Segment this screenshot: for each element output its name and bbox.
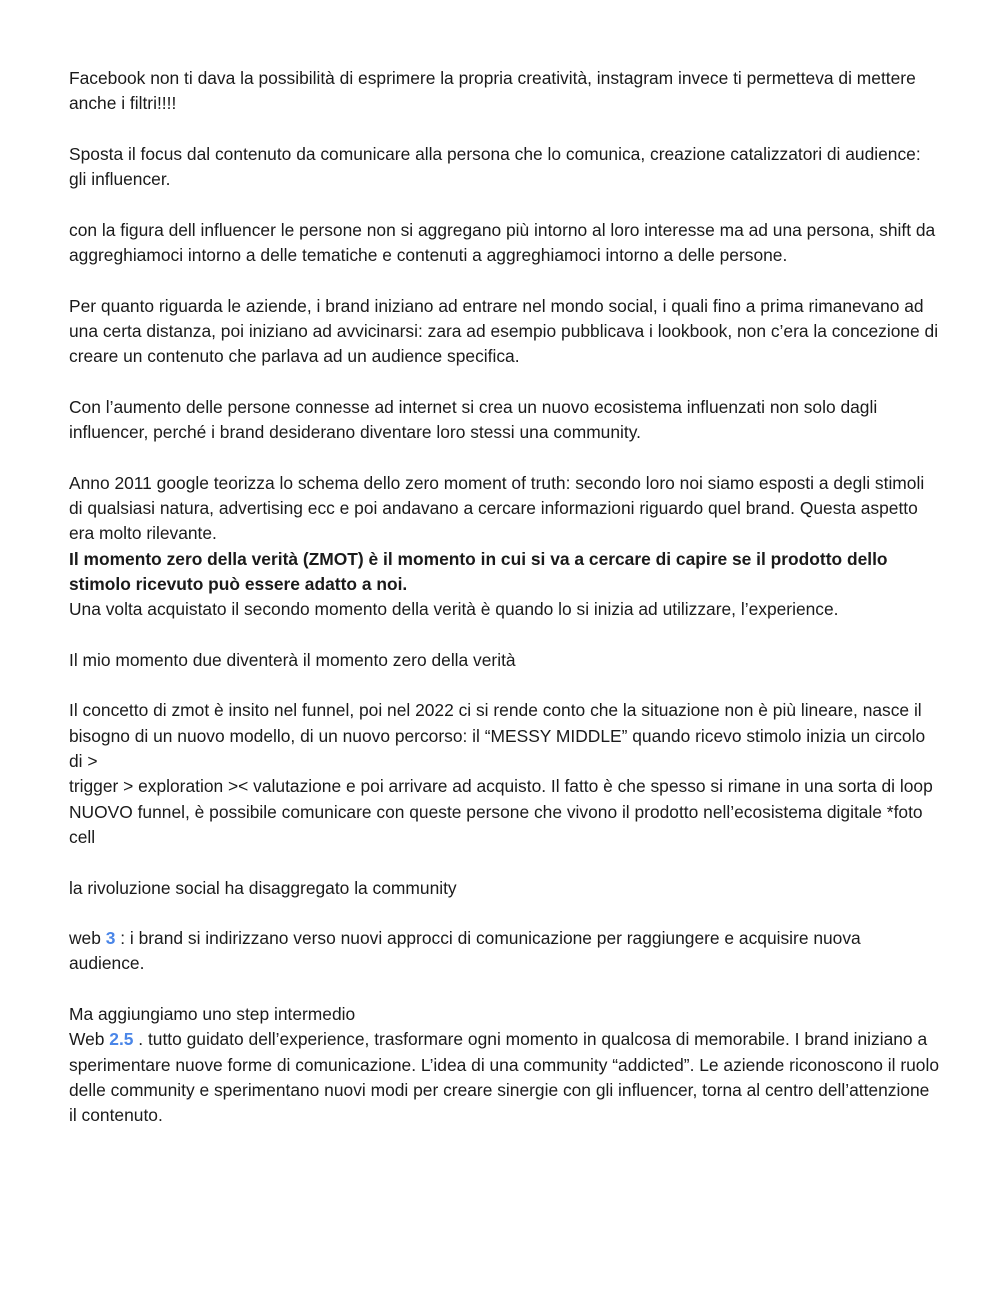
paragraph-gap: [69, 673, 939, 698]
paragraph-gap: [69, 850, 939, 875]
paragraph-facebook-instagram: Facebook non ti dava la possibilità di esprimere la propria creatività, instagram invece ti permetteva di mettere anche i filtri!!!!: [69, 68, 916, 114]
paragraph-gap: [69, 901, 939, 926]
paragraph-intermediate-step: Ma aggiungiamo uno step intermedio: [69, 1003, 356, 1024]
paragraph-gap: [69, 268, 939, 293]
paragraph-brands-social: Per quanto riguarda le aziende, i brand iniziano ad entrare nel mondo social, i quali fino a prima rimanevano ad una certa distanza, poi iniziano ad avvicinarsi: zara ad esempio pubblicava i lookbook, non c’era la concezione di creare un contenuto che parlava ad un audience specifica.: [69, 295, 939, 367]
paragraph-loop: trigger > exploration >< valutazione e poi arrivare ad acquisto. Il fatto è che spesso si rimane in una sorta di loop: [69, 776, 933, 797]
document-body: [69, 66, 939, 1128]
paragraph-web25: [69, 1027, 939, 1128]
paragraph-influencer-focus: Sposta il focus dal contenuto da comunicare alla persona che lo comunica, creazione catalizzatori di audience: gli influencer.: [69, 143, 921, 190]
paragraph-web3: [69, 926, 939, 977]
paragraph-zmot-definition: Il momento zero della verità (ZMOT) è il momento in cui si va a cercare di capire se il prodotto dello stimolo ricevuto può essere adatto a noi.: [69, 548, 888, 594]
web3-version: 3: [105, 928, 116, 949]
paragraph-gap: [69, 445, 939, 470]
web25-version: 2.5: [109, 1029, 134, 1050]
paragraph-gap: [69, 370, 939, 395]
paragraph-messy-middle: Il concetto di zmot è insito nel funnel, poi nel 2022 ci si rende conto che la situazione non è più lineare, nasce il bisogno di un nuovo modello, di un nuovo percorso: il “MESSY MIDDLE” quando ricevo stimolo inizia un circolo di >: [69, 700, 926, 772]
paragraph-gap: [69, 117, 939, 142]
web3-text: : i brand si indirizzano verso nuovi approcci di comunicazione per raggiungere e acquisire nuova audience.: [69, 928, 861, 974]
paragraph-influencer-figure: con la figura dell influencer le persone non si aggregano più intorno al loro interesse ma ad una persona, shift da aggreghiamoci intorno a delle tematiche e contenuti a aggreghiamoci intorno a delle persone.: [69, 219, 936, 266]
paragraph-gap: [69, 623, 939, 648]
web25-text: . tutto guidato dell’experience, trasformare ogni momento in qualcosa di memorabile. I brand iniziano a sperimentare nuove forme di comunicazione. L’idea di una community “addicted”. Le aziende riconoscono il ruolo delle community e sperimentano nuovi modi per creare sinergie con gli influencer, torna al centro dell’attenzione il contenuto.: [69, 1029, 940, 1126]
paragraph-zmot-intro: Anno 2011 google teorizza lo schema dello zero moment of truth: secondo loro noi siamo esposti a degli stimoli di qualsiasi natura, advertising ecc e poi andavano a cercare informazioni riguardo quel brand. Questa aspetto era molto rilevante.: [69, 472, 925, 544]
paragraph-social-revolution: la rivoluzione social ha disaggregato la community: [69, 877, 457, 898]
web3-prefix: web: [69, 928, 106, 949]
paragraph-ecosystem: Con l’aumento delle persone connesse ad internet si crea un nuovo ecosistema influenzati non solo dagli influencer, perché i brand desiderano diventare loro stessi una community.: [69, 396, 878, 443]
paragraph-gap: [69, 977, 939, 1002]
paragraph-second-moment: Una volta acquistato il secondo momento della verità è quando lo si inizia ad utilizzare, l’experience.: [69, 599, 839, 620]
paragraph-gap: [69, 192, 939, 217]
web25-prefix: Web: [69, 1029, 110, 1050]
paragraph-moment-two: Il mio momento due diventerà il momento zero della verità: [69, 649, 516, 670]
paragraph-new-funnel: NUOVO funnel, è possibile comunicare con queste persone che vivono il prodotto nell’ecosistema digitale *foto cell: [69, 801, 923, 847]
